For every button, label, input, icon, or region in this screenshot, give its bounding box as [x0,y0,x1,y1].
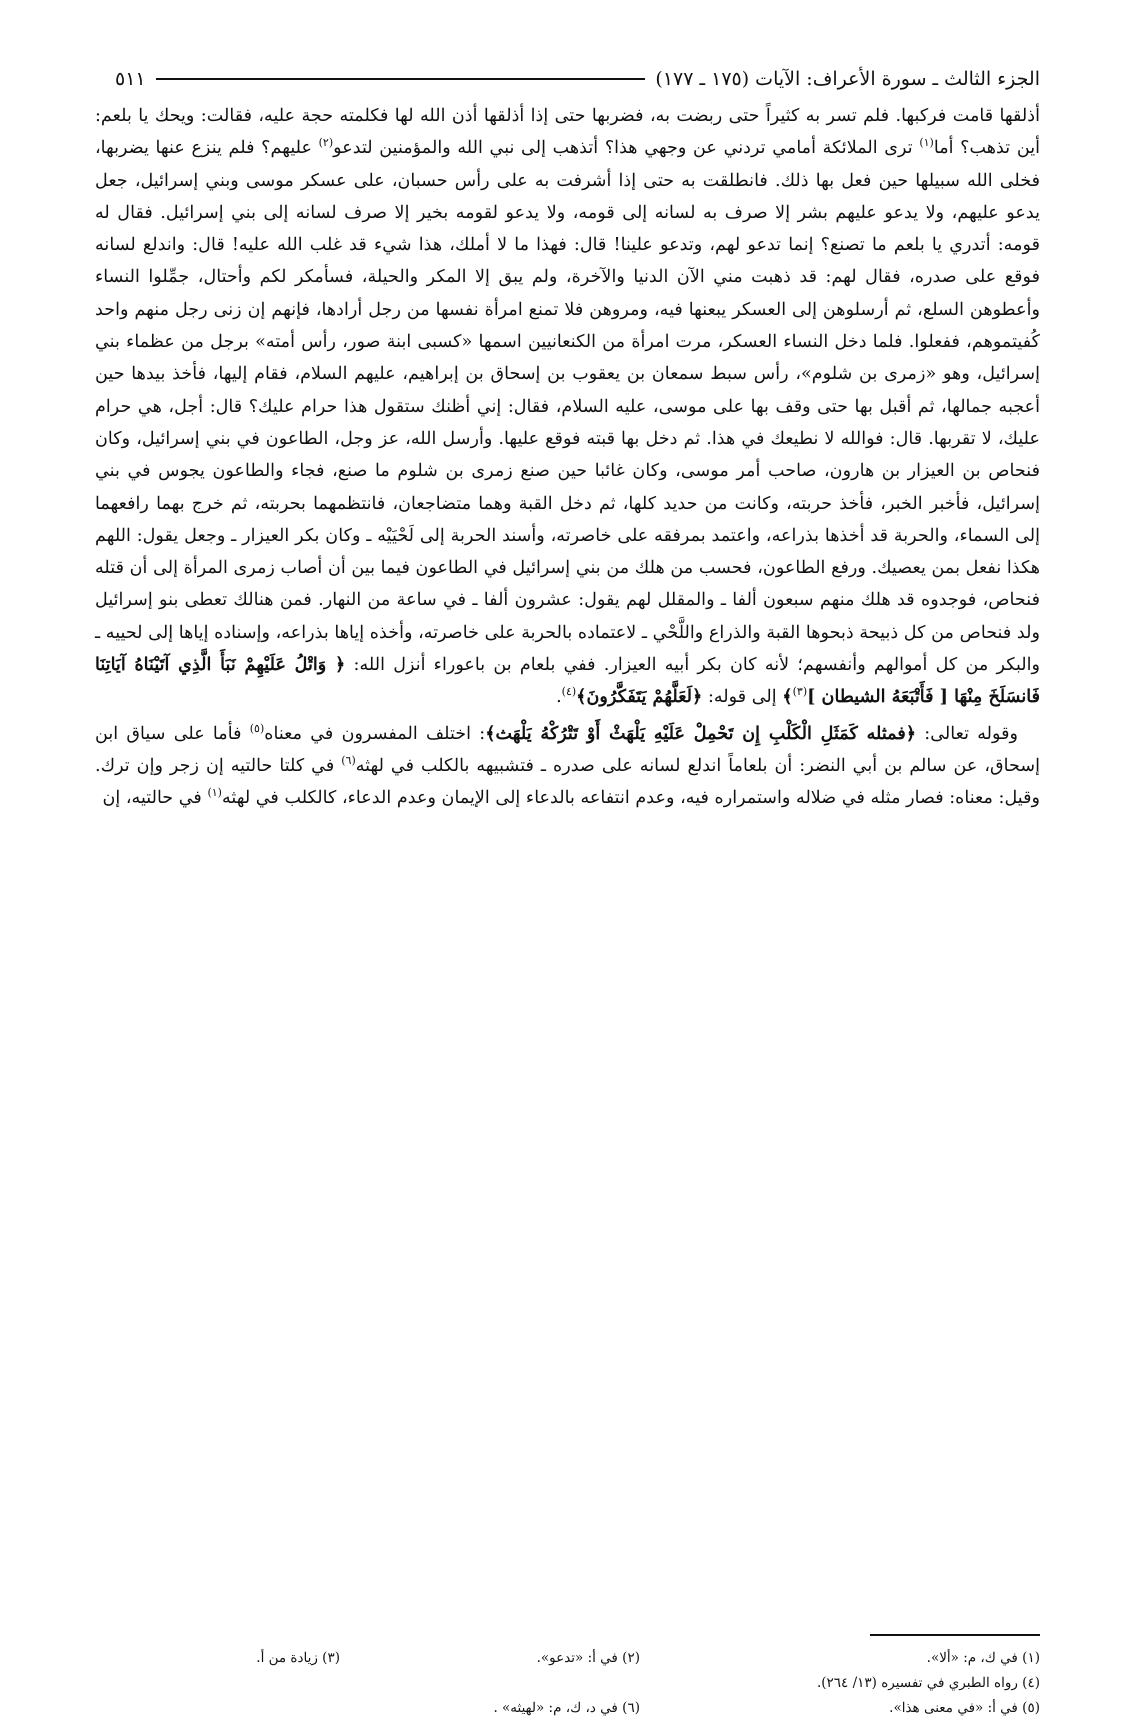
text-segment: في حالتيه، إن [102,788,208,809]
footnote-ref-4[interactable]: (٤) [561,685,577,699]
page-number: ٥١١ [115,68,146,90]
text-segment: في كلتا حالتيه إن زجر وإن ترك. وقيل: معناه: فصار مثله في ضلاله واستمراره فيه، وعدم انتفاعه بالدعاء إلى الإيمان وعدم الدعاء، كالكلب في لهثه [95,755,1040,809]
quran-verse: ﴿لَعَلَّهُمْ يَتَفَكَّرُونَ﴾ [576,686,703,708]
footnote-3: (٣) زيادة من أ. [256,1650,340,1666]
footnote-ref-6[interactable]: (٦) [341,754,356,768]
footnote-ref-3[interactable]: (٣) [792,685,808,699]
text-segment: إلى قوله: [702,687,783,708]
paragraph-commentary [95,718,1040,815]
running-head-rule [156,78,646,80]
main-text [95,100,1040,815]
footnote-row [95,1671,1040,1696]
footnote-row [95,1646,1040,1671]
text-segment: فأما على سياق ابن إسحاق، عن سالم بن أبي النضر: أن بلعاماً اندلع لسانه على صدره ـ فتشبيهه بالكلب في لهثه [95,723,1041,776]
footnote-separator [870,1634,1040,1636]
text-segment: أذلقها قامت فركبها. فلم تسر به كثيراً حتى ربضت به، فضربها حتى إذا أذلقها أذن الله لها فكلمته حجة عليه، فقالت: ويحك يا بلعم: أين تذهب؟ أما [95,106,1041,159]
text-segment: ترى الملائكة أمامي تردني عن وجهي هذا؟ أتذهب إلى نبي الله والمؤمنين لتدعو [333,138,920,159]
text-segment: عليهم؟ فلم ينزع عنها يضربها، فخلى الله سبيلها حين فعل بها ذلك. فانطلقت به حتى إذا أشرفت به على رأس حسبان، على عسكر موسى وبني إسرائيل، جعل يدعو عليهم، ولا يدعو عليهم بشر إلا صرف به لسانه إلى قومه، ولا يدعو لقومه بخير إلا صرف لسانه إلى بني إسرائيل. فقال له قومه: أتدري يا بلعم ما تصنع؟ إنما تدعو لهم، وتدعو علينا! قال: فهذا ما لا أملك، هذا شيء قد غلب الله عليه! قال: واندلع لسانه فوقع على صدره، فقال لهم: قد ذهبت مني الآن الدنيا والآخرة، ولم يبق إلا المكر والحيلة، فسأمكر لكم وأحتال، جمِّلوا النساء وأعطوهن السلع، ثم أرسلوهن إلى العسكر يبعنها فيه، ومروهن فلا تمنع امرأة نفسها من رجل أرادها، فإنهم إن زنى رجل منهم واحد كُفيتموهم، ففعلوا. فلما دخل النساء العسكر، مرت امرأة من الكنعانيين اسمها «كسبى ابنة صور، رأس أمته» برجل من عظماء بني إسرائيل، وهو «زمرى بن شلوم»، رأس سبط سمعان بن يعقوب بن إسحاق بن إبراهيم، عليهم السلام، فقام إليها، فأخذ بيدها حين أعجبه جمالها، ثم أقبل بها حتى وقف بها على موسى، عليه السلام، فقال: إني أظنك ستقول هذا حرام عليك؟ قال: أجل، هي حرام عليك، لا تقربها. قال: فوالله لا نطيعك في هذا. ثم دخل بها قبته فوقع عليها. وأرسل الله، عز وجل، الطاعون في بني إسرائيل، وكان فنحاص بن العيزار بن هارون، صاحب أمر موسى، وكان غائبا حين صنع زمرى بن شلوم ما صنع، فجاء والطاعون يجوس في بني إسرائيل، فأخبر الخبر، فأخذ حربته، وكانت من حديد كلها، ثم دخل القبة وهما متضاجعان، فانتظمهما بحربته، ثم خرج بهما رافعهما إلى السماء، والحربة قد أخذها بذراعه، واعتمد بمرفقه على خاصرته، وأسند الحربة إلى لَحْيَيْه ـ وكان بكر العيزار ـ وجعل يقول: اللهم هكذا نفعل بمن يعصيك. ورفع الطاعون، فحسب من هلك من بني إسرائيل في الطاعون فيما بين أن أصاب زمرى المرأة إلى أن قتله فنحاص، فوجدوه قد هلك منهم سبعون ألفا ـ والمقلل لهم يقول: عشرون ألفا ـ في ساعة من النهار. فمن هنالك تعطى بنو إسرائيل ولد فنحاص من كل ذبيحة ذبحوها القبة والذراع واللَّحْي ـ لاعتماده بالحربة على خاصرته، وأخذه إياها بذراعه، وإسناده إياها إلى لحييه ـ والبكر من كل أموالهم وأنفسهم؛ لأنه كان بكر أبيه العيزار. ففي بلعام بن باعوراء أنزل الله: [95,138,1040,676]
running-head [95,62,1040,96]
footnote-ref-2[interactable]: (٢) [318,136,334,150]
footnote-ref-next-page-1[interactable]: (١) [207,786,222,800]
running-head-title: الجزء الثالث ـ سورة الأعراف: الآيات (١٧٥ ـ ١٧٧) [655,68,1040,90]
footnote-row [95,1696,1040,1721]
footnote-6: (٦) في د، ك، م: «لهيثه» . [493,1700,640,1716]
text-segment: : اختلف المفسرون في معناه [264,723,486,744]
footnote-1: (١) في ك، م: «ألا». [926,1650,1040,1666]
text-segment: وقوله تعالى: [916,723,1019,744]
quran-verse-close: ﴾ [782,686,793,708]
quran-verse: ﴿ وَاتْلُ عَلَيْهِمْ نَبَأَ الَّذِي آتَيْنَاهُ آيَاتِنَا فَانسَلَخَ مِنْهَا [ فَأَتْبَعَهُ الشيطان ] [95,654,1040,708]
footnote-ref-1[interactable]: (١) [919,136,934,150]
footnote-2: (٢) في أ: «تدعو». [536,1650,640,1666]
footnote-4: (٤) رواه الطبري في تفسيره (١٣/ ٢٦٤). [816,1675,1040,1691]
paragraph-story [95,100,1040,714]
text-segment: . [556,687,562,708]
footnote-5: (٥) في أ: «في معنى هذا». [889,1700,1040,1716]
footnotes [95,1646,1040,1721]
book-page [95,62,1041,1716]
footnote-ref-5[interactable]: (٥) [249,721,265,735]
quran-verse: ﴿فمثله كَمَثَلِ الْكَلْبِ إِن تَحْمِلْ عَلَيْهِ يَلْهَثْ أَوْ تَتْرُكْهُ يَلْهَث﴾ [485,722,917,744]
